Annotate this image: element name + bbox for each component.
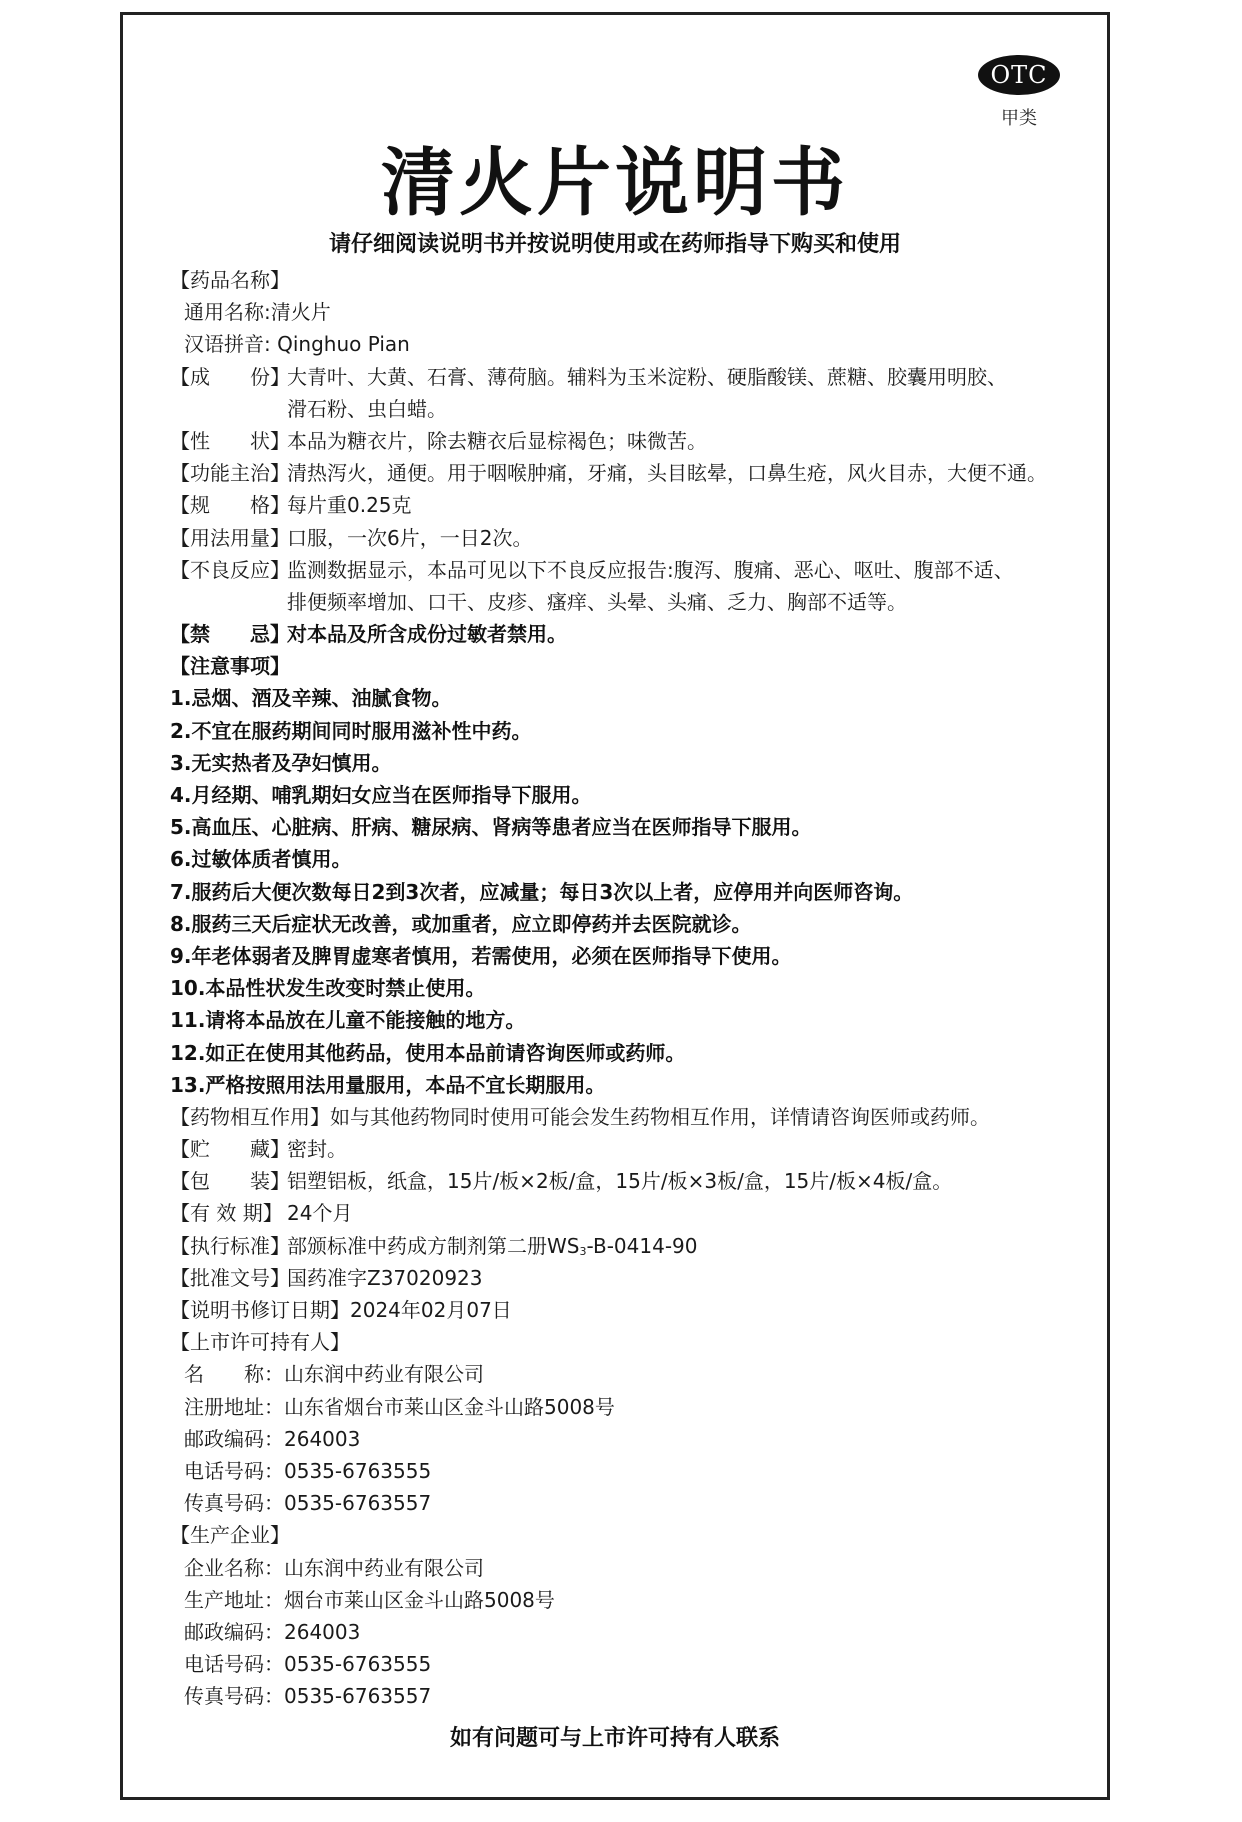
indications-value: 清热泻火，通便。用于咽喉肿痛，牙痛，头目眩晕，口鼻生疮，风火目赤，大便不通。 <box>287 461 1047 486</box>
manufacturer-phone: 电话号码：0535-6763555 <box>184 1652 432 1677</box>
ingredients-value-continued: 滑石粉、虫白蜡。 <box>287 396 447 421</box>
precaution-item: 9.年老体弱者及脾胃虚寒者慎用，若需使用，必须在医师指导下使用。 <box>170 943 792 968</box>
section-revision-date <box>170 1294 1070 1326</box>
section-ingredients <box>170 361 1070 393</box>
contraindications-label: 【禁 忌】 <box>170 622 290 647</box>
standard-value-subscript: 3 <box>579 1244 587 1258</box>
section-mah-header: 【上市许可持有人】 <box>170 1330 350 1355</box>
approval-label: 【批准文号】 <box>170 1265 290 1290</box>
section-package <box>170 1165 1070 1197</box>
appearance-value: 本品为糖衣片，除去糖衣后显棕褐色；味微苦。 <box>287 428 707 453</box>
generic-name: 通用名称:清火片 <box>184 300 331 325</box>
footer-contact-note: 如有问题可与上市许可持有人联系 <box>449 1726 780 1751</box>
dosage-value: 口服，一次6片，一日2次。 <box>287 525 533 550</box>
section-precautions-header: 【注意事项】 <box>170 654 290 679</box>
section-spec <box>170 489 1070 521</box>
standard-label: 【执行标准】 <box>170 1233 290 1258</box>
section-standard <box>170 1230 1070 1262</box>
appearance-label: 【性 状】 <box>170 428 290 453</box>
section-dosage <box>170 522 1070 554</box>
precaution-item: 13.严格按照用法用量服用，本品不宜长期服用。 <box>170 1072 606 1097</box>
package-label: 【包 装】 <box>170 1169 290 1194</box>
mah-address: 注册地址：山东省烟台市莱山区金斗山路5008号 <box>184 1394 615 1419</box>
ingredients-label: 【成 份】 <box>170 364 290 389</box>
indications-label: 【功能主治】 <box>170 461 290 486</box>
mah-name: 名 称：山东润中药业有限公司 <box>184 1362 484 1387</box>
validity-label: 【有 效 期】 <box>170 1201 283 1226</box>
section-manufacturer-header: 【生产企业】 <box>170 1523 290 1548</box>
section-interactions <box>170 1101 1070 1133</box>
precaution-item: 4.月经期、哺乳期妇女应当在医师指导下服用。 <box>170 783 592 807</box>
adverse-value-continued: 排便频率增加、口干、皮疹、瘙痒、头晕、头痛、乏力、胸部不适等。 <box>287 589 907 614</box>
document-title: 清火片说明书 <box>381 140 849 226</box>
mah-phone: 电话号码：0535-6763555 <box>184 1458 432 1483</box>
precaution-item: 2.不宜在服药期间同时服用滋补性中药。 <box>170 718 532 743</box>
manufacturer-postcode: 邮政编码：264003 <box>184 1619 361 1644</box>
spec-value: 每片重0.25克 <box>287 493 412 518</box>
standard-value: 部颁标准中药成方制剂第二册WS <box>287 1233 580 1258</box>
mah-postcode: 邮政编码：264003 <box>184 1426 361 1451</box>
interactions-value: 如与其他药物同时使用可能会发生药物相互作用，详情请咨询医师或药师。 <box>330 1104 990 1129</box>
section-approval <box>170 1262 1070 1294</box>
ingredients-value: 大青叶、大黄、石膏、薄荷脑。辅料为玉米淀粉、硬脂酸镁、蔗糖、胶囊用明胶、 <box>287 364 1007 389</box>
precaution-item: 7.服药后大便次数每日2到3次者，应减量；每日3次以上者，应停用并向医师咨询。 <box>170 879 914 904</box>
otc-class-label: 甲类 <box>1001 108 1037 129</box>
manufacturer-name: 企业名称：山东润中药业有限公司 <box>184 1555 484 1580</box>
section-indications <box>170 457 1070 489</box>
revision-value: 2024年02月07日 <box>350 1298 512 1322</box>
section-drug-name-header: 【药品名称】 <box>170 268 290 292</box>
section-contraindications <box>170 618 1070 650</box>
precaution-item: 10.本品性状发生改变时禁止使用。 <box>170 976 486 1001</box>
precaution-item: 11.请将本品放在儿童不能接触的地方。 <box>170 1008 526 1033</box>
storage-value: 密封。 <box>287 1137 347 1162</box>
section-storage <box>170 1133 1070 1165</box>
section-adverse-reactions <box>170 554 1070 586</box>
precaution-item: 8.服药三天后症状无改善，或加重者，应立即停药并去医院就诊。 <box>170 911 752 936</box>
section-validity <box>170 1197 1070 1229</box>
manufacturer-address: 生产地址：烟台市莱山区金斗山路5008号 <box>184 1587 555 1612</box>
precaution-item: 5.高血压、心脏病、肝病、糖尿病、肾病等患者应当在医师指导下服用。 <box>170 815 812 840</box>
dosage-label: 【用法用量】 <box>170 525 290 550</box>
precaution-item: 1.忌烟、酒及辛辣、油腻食物。 <box>170 686 452 711</box>
precaution-item: 6.过敏体质者慎用。 <box>170 847 352 872</box>
document-subtitle: 请仔细阅读说明书并按说明使用或在药师指导下购买和使用 <box>328 232 901 257</box>
precaution-item: 12.如正在使用其他药品，使用本品前请咨询医师或药师。 <box>170 1040 686 1065</box>
contraindications-value: 对本品及所含成份过敏者禁用。 <box>287 622 567 647</box>
pinyin-name: 汉语拼音: Qinghuo Pian <box>184 332 410 357</box>
standard-value-suffix: -B-0414-90 <box>586 1233 698 1258</box>
validity-value: 24个月 <box>287 1201 353 1226</box>
otc-badge: OTC <box>978 55 1060 95</box>
adverse-label: 【不良反应】 <box>170 557 290 582</box>
storage-label: 【贮 藏】 <box>170 1137 290 1162</box>
mah-fax: 传真号码：0535-6763557 <box>184 1491 432 1516</box>
package-value: 铝塑铝板，纸盒，15片/板×2板/盒，15片/板×3板/盒，15片/板×4板/盒。 <box>287 1169 953 1194</box>
interactions-label: 【药物相互作用】 <box>170 1104 330 1129</box>
manufacturer-fax: 传真号码：0535-6763557 <box>184 1684 432 1709</box>
precautions-list <box>170 682 1070 1100</box>
spec-label: 【规 格】 <box>170 493 290 518</box>
precaution-item: 3.无实热者及孕妇慎用。 <box>170 750 392 775</box>
section-appearance <box>170 425 1070 457</box>
approval-value: 国药准字Z37020923 <box>287 1265 483 1290</box>
revision-label: 【说明书修订日期】 <box>170 1298 350 1322</box>
adverse-value: 监测数据显示，本品可见以下不良反应报告:腹泻、腹痛、恶心、呕吐、腹部不适、 <box>287 557 1014 582</box>
leaflet-body <box>170 264 1070 1712</box>
